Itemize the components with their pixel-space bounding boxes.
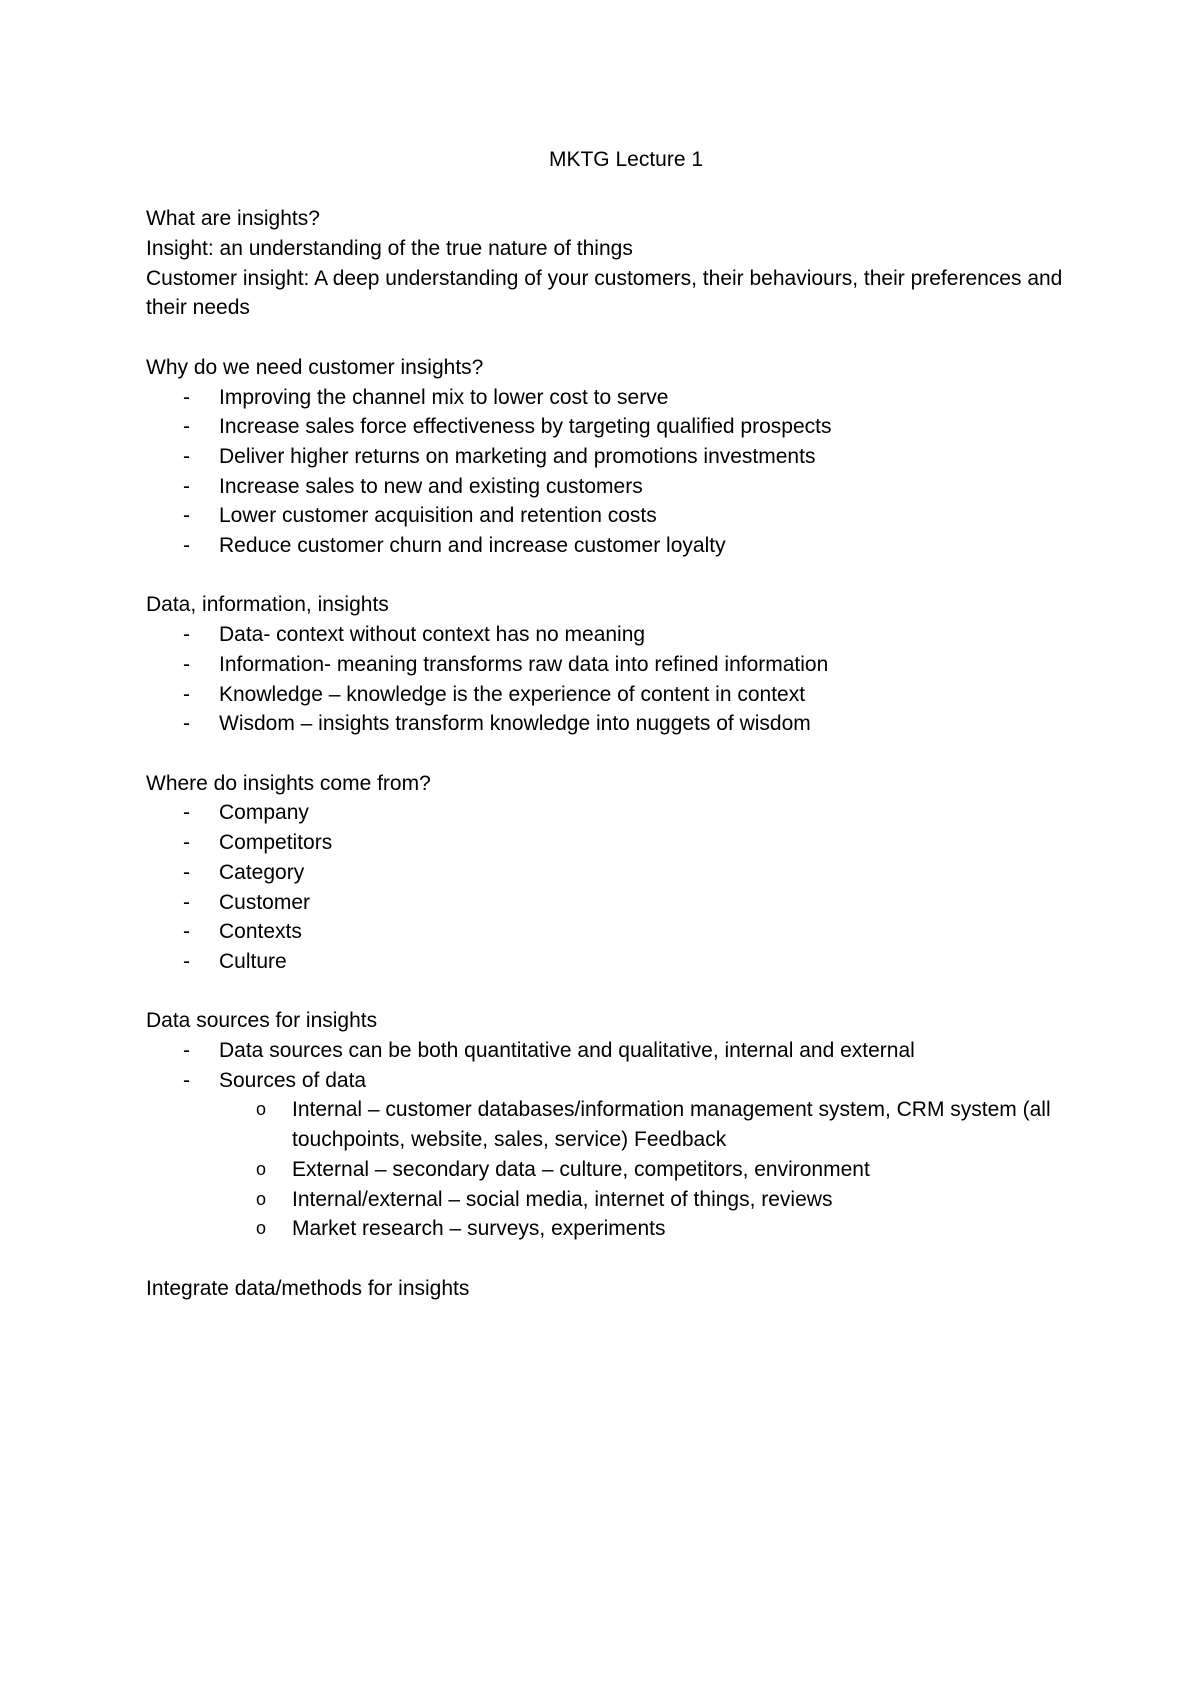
dash-bullet: - (183, 474, 190, 498)
list-item-text: Improving the channel mix to lower cost to serve (219, 385, 669, 409)
list-item (146, 888, 1086, 918)
page-title: MKTG Lecture 1 (548, 148, 704, 171)
list-item-text: Data sources can be both quantitative and qualitative, internal and external (219, 1039, 915, 1062)
list-item (146, 1036, 1086, 1066)
document-body (146, 145, 1086, 1333)
sub-list-item (146, 1214, 1086, 1244)
sub-list-item-text: External – secondary data – culture, competitors, environment (292, 1157, 870, 1181)
list-item-text: Customer (219, 890, 311, 914)
list-item-text: Deliver higher returns on marketing and promotions investments (219, 444, 816, 468)
list-item-text: Competitors (219, 831, 333, 855)
dash-bullet: - (183, 534, 190, 558)
circle-bullet: o (256, 1188, 267, 1209)
list-item (146, 650, 1086, 680)
list-item (146, 798, 1086, 828)
dash-bullet: - (183, 801, 190, 825)
section-data-sources (146, 1006, 1086, 1244)
list-item-text: Data- context without context has no meaning (219, 623, 646, 647)
section-heading: Data, information, insights (146, 593, 389, 617)
list-item-text: Increase sales force effectiveness by targeting qualified prospects (219, 415, 832, 439)
sub-list-item-text: Market research – surveys, experiments (292, 1217, 666, 1241)
bullet-list (146, 620, 1086, 739)
section-what-are-insights (146, 204, 1086, 323)
list-item-text: Lower customer acquisition and retention costs (219, 504, 657, 528)
bullet-list (146, 1036, 1086, 1095)
dash-bullet: - (183, 831, 190, 855)
section-where-insights-come-from (146, 769, 1086, 977)
definition-insight: Insight: an understanding of the true nature of things (146, 237, 633, 261)
list-item (146, 709, 1086, 739)
sub-list-item (146, 1185, 1086, 1215)
dash-bullet: - (183, 682, 190, 706)
list-item (146, 412, 1086, 442)
sub-bullet-list (146, 1095, 1086, 1244)
list-item-text: Category (219, 860, 305, 884)
circle-bullet: o (256, 1218, 267, 1239)
list-item-text: Culture (219, 949, 287, 973)
section-heading: Where do insights come from? (146, 771, 431, 795)
section-data-information-insights (146, 590, 1086, 739)
sub-list-item-text: Internal – customer databases/information management system, CRM system (all touchpoints, website, sales, service) Feedback (292, 1098, 1051, 1152)
dash-bullet: - (183, 415, 190, 439)
list-item-text: Contexts (219, 920, 302, 944)
dash-bullet: - (183, 385, 190, 409)
list-item (146, 947, 1086, 977)
dash-bullet: - (183, 920, 190, 944)
dash-bullet: - (183, 1068, 190, 1092)
dash-bullet: - (183, 860, 190, 884)
section-heading: Why do we need customer insights? (146, 355, 484, 379)
dash-bullet: - (183, 1039, 190, 1062)
list-item (146, 828, 1086, 858)
list-item-text: Information- meaning transforms raw data into refined information (219, 652, 829, 676)
list-item (146, 472, 1086, 502)
list-item-text: Company (219, 801, 309, 825)
dash-bullet: - (183, 949, 190, 973)
list-item (146, 442, 1086, 472)
section-integrate (146, 1274, 1086, 1304)
sub-list-item (146, 1155, 1086, 1185)
definition-customer-insight: Customer insight: A deep understanding of your customers, their behaviours, their preferences and their needs (146, 266, 1063, 320)
sub-list-item (146, 1095, 1086, 1154)
dash-bullet: - (183, 444, 190, 468)
section-heading: Integrate data/methods for insights (146, 1276, 470, 1300)
circle-bullet: o (256, 1158, 267, 1179)
list-item (146, 680, 1086, 710)
dash-bullet: - (183, 623, 190, 647)
list-item-text: Knowledge – knowledge is the experience of content in context (219, 682, 806, 706)
dash-bullet: - (183, 504, 190, 528)
list-item-text: Increase sales to new and existing customers (219, 474, 643, 498)
section-heading: Data sources for insights (146, 1009, 378, 1033)
bullet-list (146, 798, 1086, 976)
list-item (146, 917, 1086, 947)
dash-bullet: - (183, 652, 190, 676)
list-item (146, 1066, 1086, 1096)
list-item (146, 383, 1086, 413)
list-item (146, 858, 1086, 888)
list-item (146, 531, 1086, 561)
sub-list-item-text: Internal/external – social media, internet of things, reviews (292, 1187, 833, 1211)
list-item-text: Reduce customer churn and increase customer loyalty (219, 534, 726, 558)
dash-bullet: - (183, 712, 190, 736)
section-heading: What are insights? (146, 207, 320, 231)
bullet-list (146, 383, 1086, 561)
circle-bullet: o (256, 1099, 267, 1120)
section-why-customer-insights (146, 353, 1086, 561)
list-item (146, 501, 1086, 531)
list-item (146, 620, 1086, 650)
list-item-text: Wisdom – insights transform knowledge into nuggets of wisdom (219, 712, 811, 736)
dash-bullet: - (183, 890, 190, 914)
list-item-text: Sources of data (219, 1068, 367, 1092)
